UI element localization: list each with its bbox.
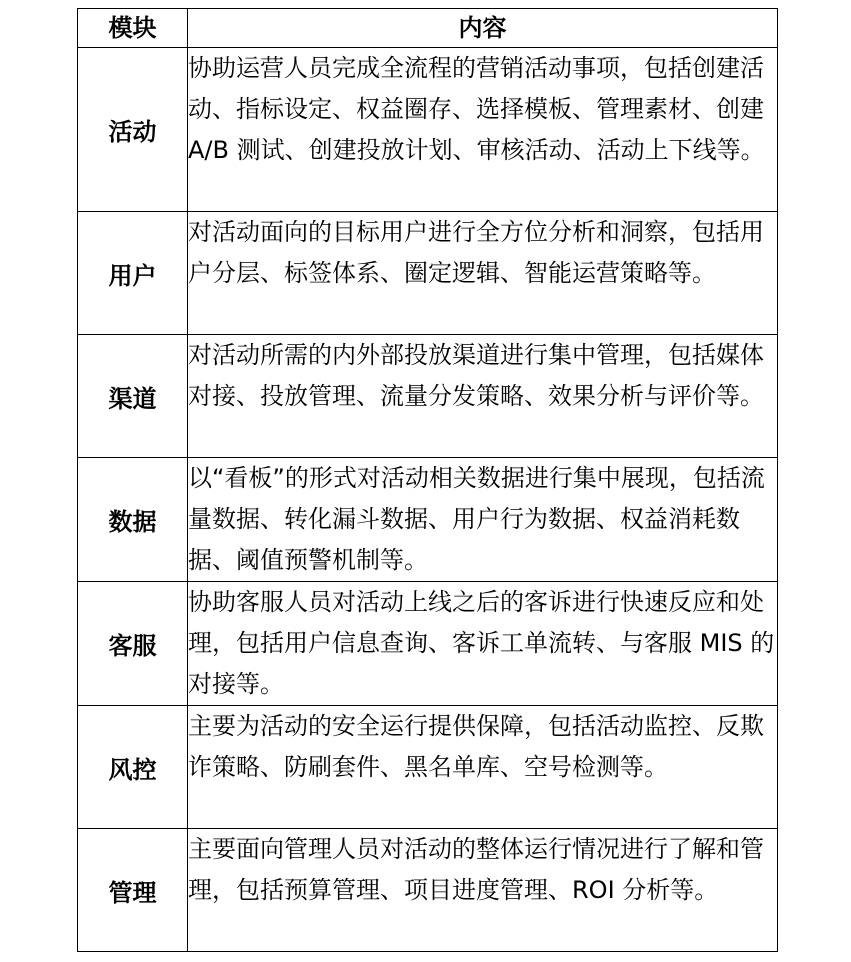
table-header-row bbox=[78, 9, 778, 48]
table-row bbox=[78, 582, 778, 706]
module-content: 主要为活动的安全运行提供保障，包括活动监控、反欺诈策略、防刷套件、黑名单库、空号检测等。 bbox=[188, 706, 778, 829]
module-name: 渠道 bbox=[78, 335, 188, 458]
header-content: 内容 bbox=[188, 9, 778, 48]
table-row bbox=[78, 335, 778, 458]
module-name: 用户 bbox=[78, 212, 188, 335]
module-name: 管理 bbox=[78, 829, 188, 952]
module-name: 数据 bbox=[78, 458, 188, 582]
table-row bbox=[78, 706, 778, 829]
header-module: 模块 bbox=[78, 9, 188, 48]
module-content: 协助客服人员对活动上线之后的客诉进行快速反应和处理，包括用户信息查询、客诉工单流转、与客服 MIS 的对接等。 bbox=[188, 582, 778, 706]
module-content: 主要面向管理人员对活动的整体运行情况进行了解和管理，包括预算管理、项目进度管理、ROI 分析等。 bbox=[188, 829, 778, 952]
module-content: 以“看板”的形式对活动相关数据进行集中展现，包括流量数据、转化漏斗数据、用户行为数据、权益消耗数据、阈值预警机制等。 bbox=[188, 458, 778, 582]
module-content: 对活动面向的目标用户进行全方位分析和洞察，包括用户分层、标签体系、圈定逻辑、智能运营策略等。 bbox=[188, 212, 778, 335]
module-content: 协助运营人员完成全流程的营销活动事项，包括创建活动、指标设定、权益圈存、选择模板、管理素材、创建 A/B 测试、创建投放计划、审核活动、活动上下线等。 bbox=[188, 48, 778, 212]
module-content: 对活动所需的内外部投放渠道进行集中管理，包括媒体对接、投放管理、流量分发策略、效果分析与评价等。 bbox=[188, 335, 778, 458]
module-table bbox=[77, 8, 778, 952]
module-name: 活动 bbox=[78, 48, 188, 212]
module-name: 风控 bbox=[78, 706, 188, 829]
table-row bbox=[78, 212, 778, 335]
table-row bbox=[78, 48, 778, 212]
table-row bbox=[78, 829, 778, 952]
module-name: 客服 bbox=[78, 582, 188, 706]
table-row bbox=[78, 458, 778, 582]
